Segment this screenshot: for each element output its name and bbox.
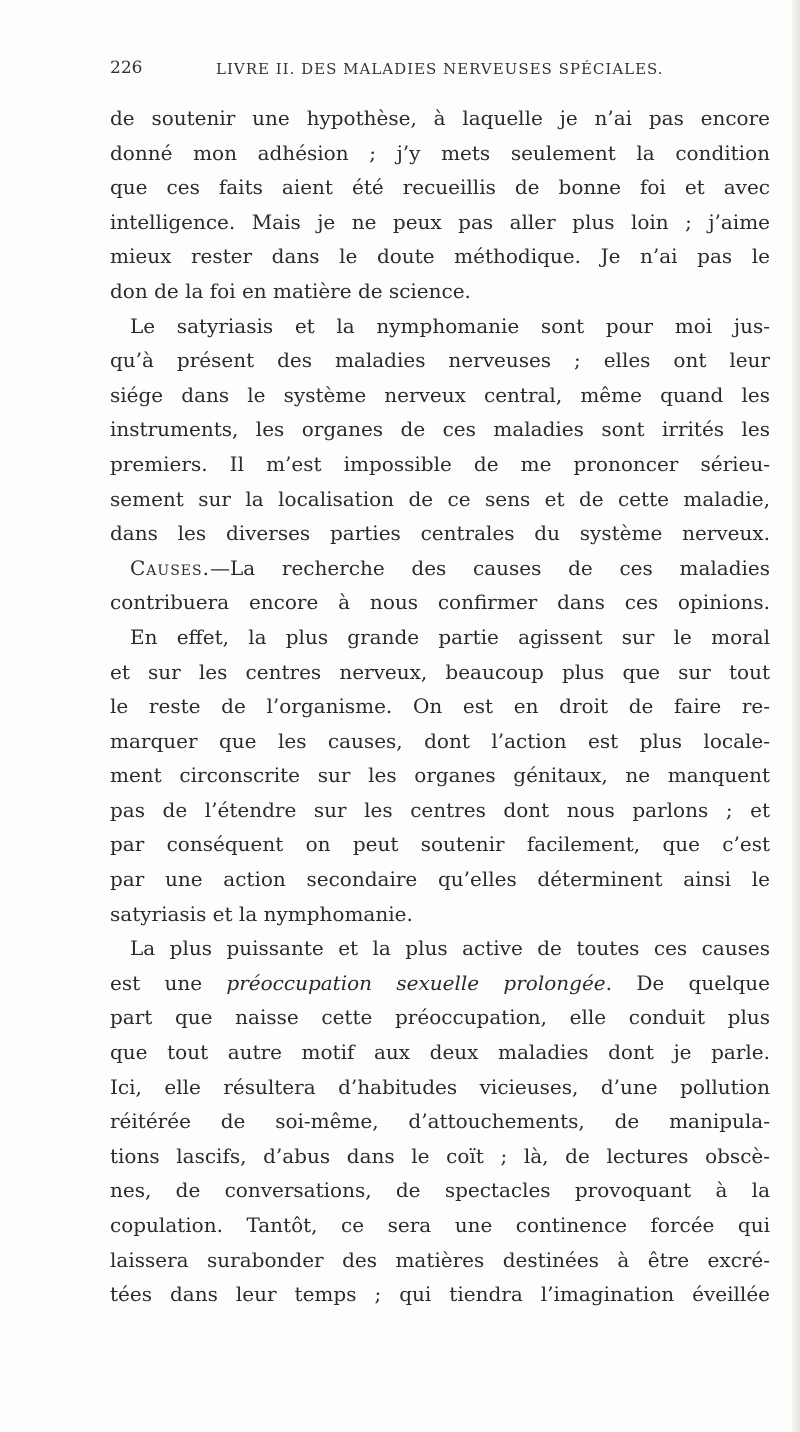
- running-title: LIVRE II. DES MALADIES NERVEUSES SPÉCIALES.: [216, 60, 664, 78]
- text-line: intelligence. Mais je ne peux pas aller plus loin ; j’aime: [110, 209, 770, 234]
- text-line: le reste de l’organisme. On est en droit de faire re-: [110, 694, 770, 719]
- body-text: [110, 101, 770, 1312]
- page-edge: [792, 0, 800, 1432]
- text-line: En effet, la plus grande partie agissent sur le moral: [130, 624, 770, 649]
- text-line: don de la foi en matière de science.: [110, 278, 471, 303]
- text-line: La plus puissante et la plus active de toutes ces causes: [130, 936, 770, 961]
- running-head: [110, 58, 670, 88]
- text-line: Le satyriasis et la nymphomanie sont pour moi jus-: [130, 313, 770, 338]
- text-line: sement sur la localisation de ce sens et de cette maladie,: [110, 486, 770, 511]
- text-line: et sur les centres nerveux, beaucoup plus que sur tout: [110, 659, 770, 684]
- text-line: laissera surabonder des matières destinées à être excré-: [110, 1247, 770, 1272]
- text-line: copulation. Tantôt, ce sera une continence forcée qui: [110, 1213, 770, 1237]
- causes-heading: Causes.: [130, 555, 210, 580]
- text-line: qu’à présent des maladies nerveuses ; elles ont leur: [110, 348, 770, 373]
- text-line: part que naisse cette préoccupation, elle conduit plus: [110, 1005, 770, 1030]
- text-fragment: est une: [110, 970, 227, 995]
- text-line: par une action secondaire qu’elles déterminent ainsi le: [110, 867, 770, 892]
- page-number: 226: [110, 58, 143, 78]
- text-line: tées dans leur temps ; qui tiendra l’imagination éveillée: [110, 1282, 770, 1307]
- text-line: mieux rester dans le doute méthodique. Je n’ai pas le: [110, 244, 770, 269]
- italic-phrase: préoccupation sexuelle prolongée: [226, 970, 606, 995]
- text-line: pas de l’étendre sur les centres dont nous parlons ; et: [110, 797, 770, 822]
- text-line: donné mon adhésion ; j’y mets seulement la condition: [110, 140, 770, 165]
- text-line: dans les diverses parties centrales du système nerveux.: [110, 521, 770, 546]
- text-line: ment circonscrite sur les organes génitaux, ne manquent: [110, 763, 770, 788]
- text-line: premiers. Il m’est impossible de me prononcer sérieu-: [110, 451, 770, 476]
- text-fragment: —La recherche des causes de ces maladies: [209, 555, 770, 580]
- text-line: de soutenir une hypothèse, à laquelle je n’ai pas encore: [110, 106, 770, 130]
- text-line: Ici, elle résultera d’habitudes vicieuses, d’une pollution: [110, 1074, 770, 1099]
- text-line: réitérée de soi-même, d’attouchements, de manipula-: [110, 1109, 770, 1134]
- text-line: contribuera encore à nous confirmer dans ces opinions.: [110, 590, 770, 615]
- text-line: siége dans le système nerveux central, même quand les: [110, 382, 770, 407]
- text-line: tions lascifs, d’abus dans le coït ; là, de lectures obscè-: [110, 1143, 770, 1168]
- text-line: marquer que les causes, dont l’action est plus locale-: [110, 728, 770, 753]
- text-line: que ces faits aient été recueillis de bonne foi et avec: [110, 175, 770, 200]
- text-line: nes, de conversations, de spectacles provoquant à la: [110, 1178, 770, 1203]
- text-line: par conséquent on peut soutenir facilement, que c’est: [110, 832, 770, 857]
- text-line: instruments, les organes de ces maladies sont irrités les: [110, 417, 770, 442]
- causes-paragraph-start: [110, 551, 770, 586]
- italic-text-line: [110, 966, 770, 1001]
- text-line: satyriasis et la nymphomanie.: [110, 901, 413, 926]
- text-line: que tout autre motif aux deux maladies dont je parle.: [110, 1040, 770, 1065]
- text-fragment: . De quelque: [605, 970, 770, 995]
